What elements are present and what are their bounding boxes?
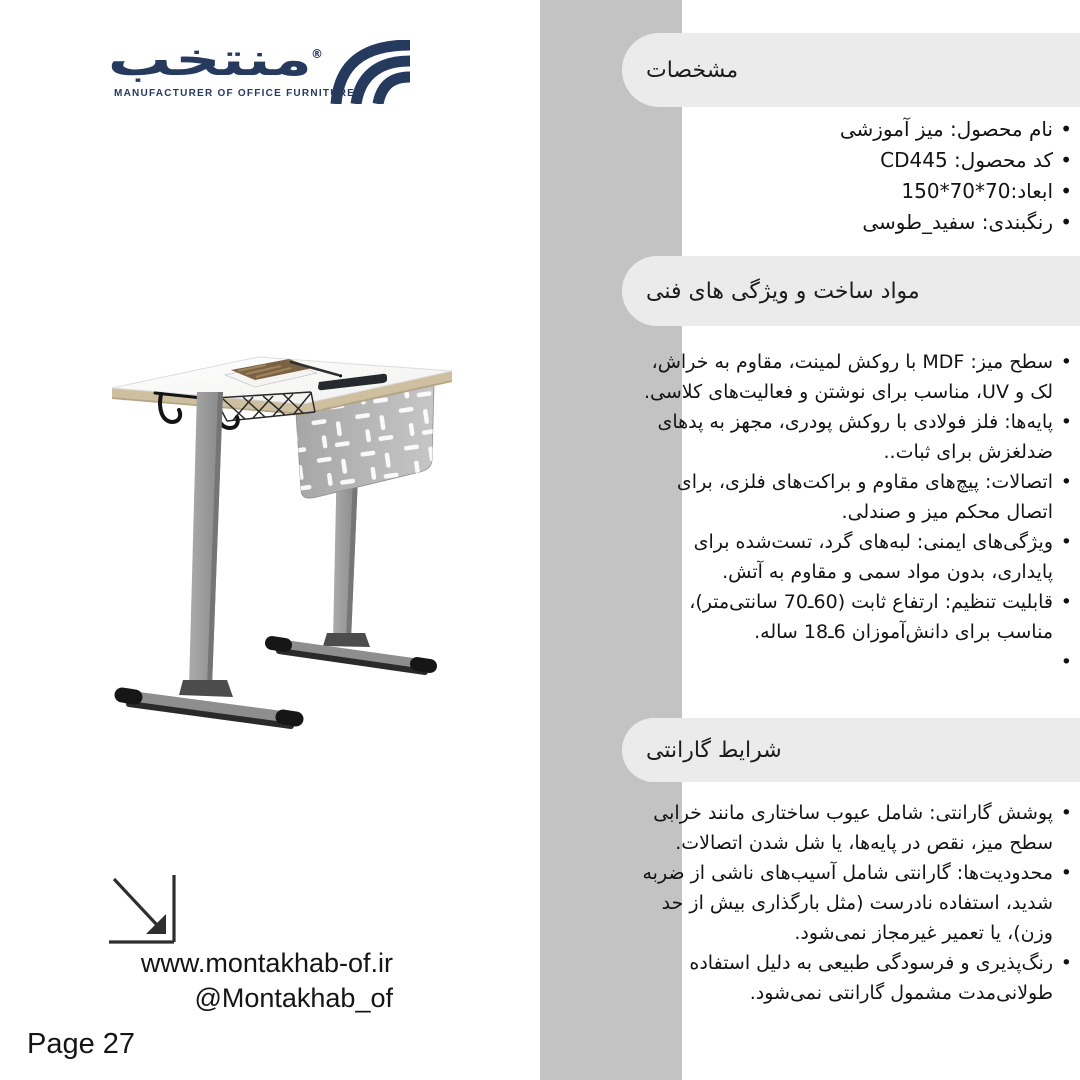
list-item: • ابعاد:70*70*150 bbox=[638, 176, 1080, 207]
section-title: شرایط گارانتی bbox=[646, 737, 782, 763]
warranty-list bbox=[638, 798, 1080, 1008]
list-item: • نام محصول: میز آموزشی bbox=[638, 114, 1080, 145]
registered-trademark-symbol: ® bbox=[311, 47, 323, 61]
brand-wordmark: منتخب bbox=[107, 32, 312, 86]
list-item: • قابلیت تنظیم: ارتفاع ثابت (60ـ70 سانتی‌متر)، مناسب برای دانش‌آموزان 6ـ18 ساله. bbox=[638, 587, 1080, 647]
list-item: • سطح میز: MDF با روکش لمینت، مقاوم به خراش، لک و UV، مناسب برای نوشتن و فعالیت‌های کلاسی. bbox=[638, 347, 1080, 407]
website-link[interactable]: www.montakhab-of.ir bbox=[140, 948, 393, 978]
section-header-warranty bbox=[622, 718, 1080, 782]
brand-tagline: MANUFACTURER OF OFFICE FURNITURE bbox=[114, 88, 356, 99]
section-title: مشخصات bbox=[646, 57, 739, 83]
footer-links bbox=[141, 946, 393, 1016]
list-item: • محدودیت‌ها: گارانتی شامل آسیب‌های ناشی از ضربه شدید، استفاده نادرست (مثل بارگذاری بیش از حد وزن)، یا تعمیر غیرمجاز نمی‌شود. bbox=[638, 858, 1080, 948]
specs-list bbox=[638, 114, 1080, 238]
list-item: • رنگ‌پذیری و فرسودگی طبیعی به دلیل استفاده طولانی‌مدت مشمول گارانتی نمی‌شود. bbox=[638, 948, 1080, 1008]
montakhab-swoosh-icon bbox=[330, 40, 410, 104]
list-item: • کد محصول: CD445 bbox=[638, 145, 1080, 176]
section-header-specs bbox=[622, 33, 1080, 107]
arrow-down-right-icon bbox=[105, 870, 183, 950]
section-title: مواد ساخت و ویژگی های فنی bbox=[646, 278, 920, 304]
list-item: • اتصالات: پیچ‌های مقاوم و براکت‌های فلزی، برای اتصال محکم میز و صندلی. bbox=[638, 467, 1080, 527]
list-item: • رنگبندی: سفید_طوسی bbox=[638, 207, 1080, 238]
school-desk-illustration bbox=[75, 335, 555, 765]
page-number: Page 27 bbox=[27, 1028, 136, 1060]
social-handle-link[interactable]: @Montakhab_of bbox=[194, 983, 393, 1013]
materials-list bbox=[638, 347, 1080, 647]
list-item: • پایه‌ها: فلز فولادی با روکش پودری، مجهز به پدهای ضدلغزش برای ثبات.. bbox=[638, 407, 1080, 467]
section-header-materials bbox=[622, 256, 1080, 326]
list-item: • پوشش گارانتی: شامل عیوب ساختاری مانند خرابی سطح میز، نقص در پایه‌ها، یا شل شدن اتصالات. bbox=[638, 798, 1080, 858]
list-item: • ویژگی‌های ایمنی: لبه‌های گرد، تست‌شده برای پایداری، بدون مواد سمی و مقاوم به آتش. bbox=[638, 527, 1080, 587]
